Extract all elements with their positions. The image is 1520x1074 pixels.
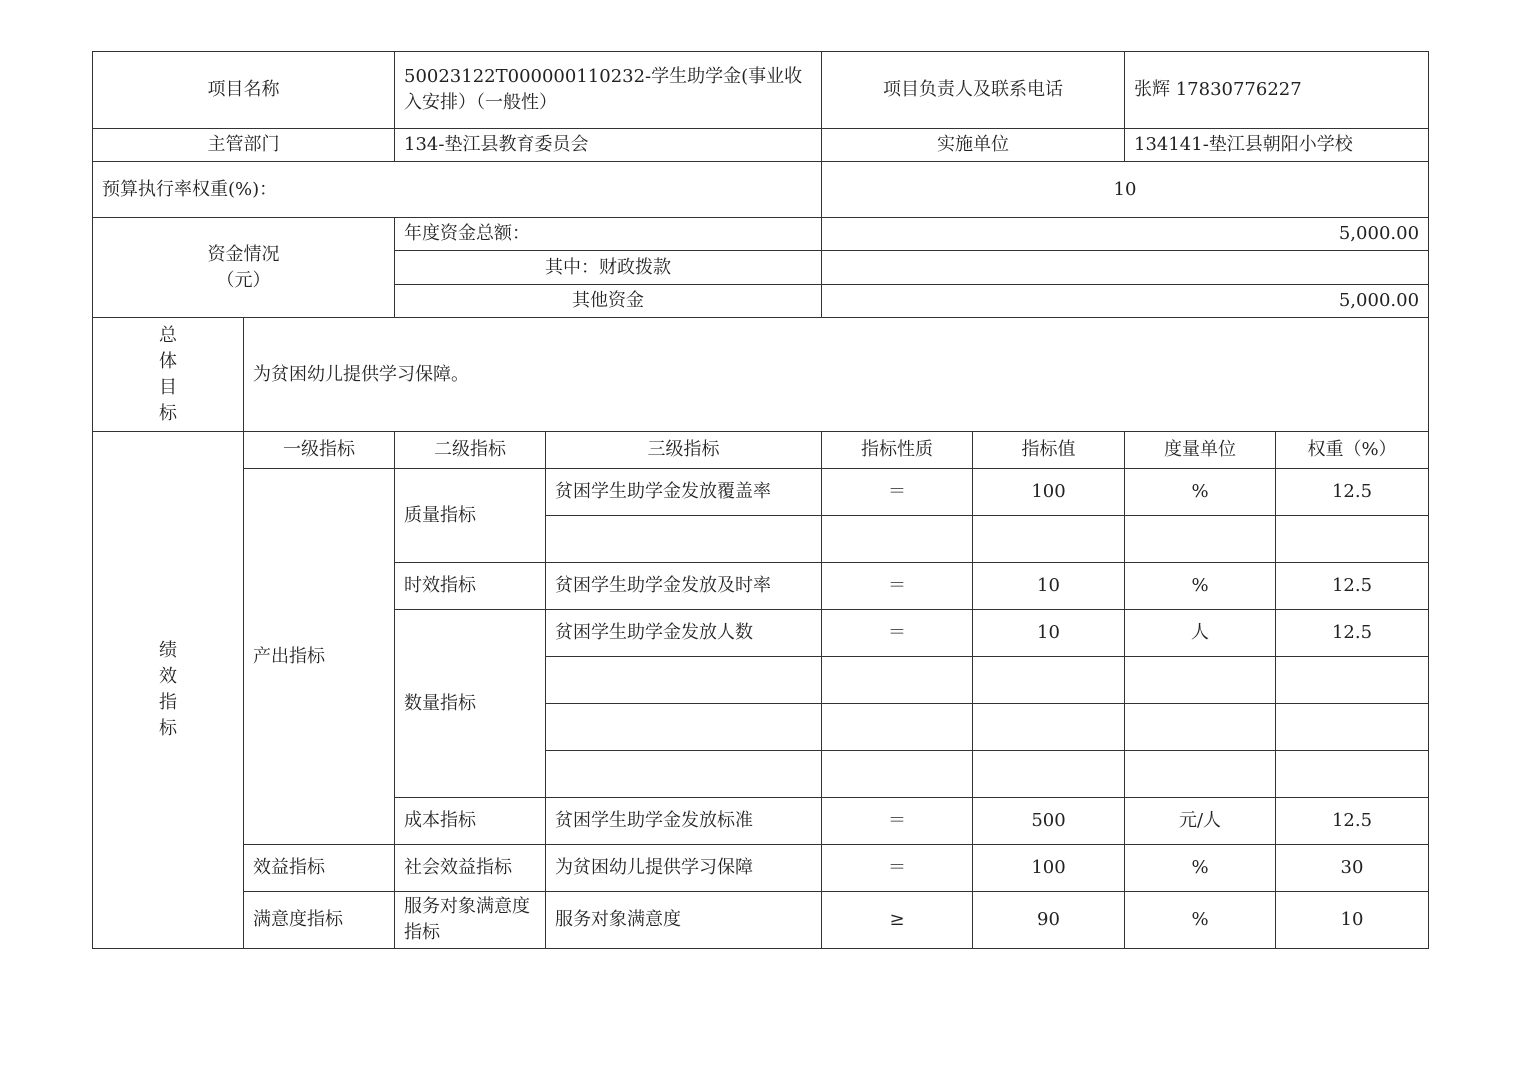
- table-row: [93, 845, 1429, 892]
- header-level2: 二级指标: [395, 432, 546, 469]
- empty-cell: [1125, 657, 1276, 704]
- project-name-value: 50023122T000000110232-学生助学金(事业收入安排）（一般性）: [395, 52, 822, 129]
- cost-label: 成本指标: [395, 798, 546, 845]
- indicator-name: 贫困学生助学金发放及时率: [546, 563, 822, 610]
- empty-cell: [822, 516, 973, 563]
- goal-char: 总: [159, 324, 177, 346]
- empty-cell: [973, 704, 1125, 751]
- header-level3: 三级指标: [546, 432, 822, 469]
- empty-cell: [822, 657, 973, 704]
- indicator-unit: %: [1125, 469, 1276, 516]
- indicator-weight: 30: [1276, 845, 1429, 892]
- owner-value: 张辉 17830776227: [1125, 52, 1429, 129]
- funds-fiscal-label: 其中：财政拨款: [395, 251, 822, 285]
- indicator-unit: %: [1125, 845, 1276, 892]
- indicator-weight: 12.5: [1276, 469, 1429, 516]
- empty-cell: [822, 751, 973, 798]
- indicator-unit: 元/人: [1125, 798, 1276, 845]
- empty-cell: [822, 704, 973, 751]
- perf-char: 标: [159, 718, 177, 739]
- indicator-value: 100: [973, 469, 1125, 516]
- unit-label: 实施单位: [822, 129, 1125, 162]
- empty-cell: [973, 657, 1125, 704]
- indicator-weight: 12.5: [1276, 610, 1429, 657]
- output-label: 产出指标: [244, 469, 395, 845]
- timeliness-label: 时效指标: [395, 563, 546, 610]
- indicator-nature: ＝: [822, 469, 973, 516]
- budget-rate-label: 预算执行率权重(%)：: [93, 162, 822, 218]
- indicator-name: 贫困学生助学金发放人数: [546, 610, 822, 657]
- indicator-nature: ≥: [822, 892, 973, 949]
- budget-rate-value: 10: [822, 162, 1429, 218]
- indicator-value: 10: [973, 610, 1125, 657]
- funds-label-line1: 资金情况: [207, 243, 280, 265]
- empty-cell: [973, 751, 1125, 798]
- table-row: [93, 469, 1429, 516]
- header-level1: 一级指标: [244, 432, 395, 469]
- indicator-nature: ＝: [822, 610, 973, 657]
- social-label: 社会效益指标: [395, 845, 546, 892]
- funds-total-value: 5,000.00: [822, 218, 1429, 251]
- empty-cell: [546, 657, 822, 704]
- indicator-weight: 12.5: [1276, 563, 1429, 610]
- goal-label: [93, 318, 244, 432]
- funds-total-label: 年度资金总额：: [395, 218, 822, 251]
- empty-cell: [546, 751, 822, 798]
- empty-cell: [1125, 751, 1276, 798]
- table-row: [93, 892, 1429, 949]
- satisfaction-label: 满意度指标: [244, 892, 395, 949]
- dept-value: 134-垫江县教育委员会: [395, 129, 822, 162]
- indicator-weight: 10: [1276, 892, 1429, 949]
- perf-label: [93, 432, 244, 949]
- performance-target-table: [92, 51, 1429, 949]
- service-label: 服务对象满意度指标: [395, 892, 546, 949]
- indicator-nature: ＝: [822, 845, 973, 892]
- header-nature: 指标性质: [822, 432, 973, 469]
- indicator-nature: ＝: [822, 563, 973, 610]
- header-value: 指标值: [973, 432, 1125, 469]
- indicator-unit: %: [1125, 892, 1276, 949]
- quality-label: 质量指标: [395, 469, 546, 563]
- unit-value: 134141-垫江县朝阳小学校: [1125, 129, 1429, 162]
- quantity-label: 数量指标: [395, 610, 546, 798]
- empty-cell: [973, 516, 1125, 563]
- indicator-value: 100: [973, 845, 1125, 892]
- empty-cell: [1276, 751, 1429, 798]
- empty-cell: [1276, 657, 1429, 704]
- empty-cell: [546, 516, 822, 563]
- perf-char: 效: [159, 666, 177, 687]
- funds-fiscal-value: [822, 251, 1429, 285]
- indicator-value: 90: [973, 892, 1125, 949]
- indicator-name: 贫困学生助学金发放覆盖率: [546, 469, 822, 516]
- goal-text: 为贫困幼儿提供学习保障。: [244, 318, 1429, 432]
- dept-label: 主管部门: [93, 129, 395, 162]
- indicator-name: 服务对象满意度: [546, 892, 822, 949]
- indicator-unit: %: [1125, 563, 1276, 610]
- header-unit: 度量单位: [1125, 432, 1276, 469]
- indicator-weight: 12.5: [1276, 798, 1429, 845]
- funds-label-line2: （元）: [216, 269, 271, 291]
- indicator-unit: 人: [1125, 610, 1276, 657]
- indicator-value: 500: [973, 798, 1125, 845]
- goal-char: 标: [159, 402, 177, 424]
- empty-cell: [1125, 516, 1276, 563]
- funds-other-label: 其他资金: [395, 285, 822, 318]
- funds-label: [93, 218, 395, 318]
- goal-char: 目: [159, 376, 177, 398]
- owner-label: 项目负责人及联系电话: [822, 52, 1125, 129]
- header-weight: 权重（%）: [1276, 432, 1429, 469]
- benefit-label: 效益指标: [244, 845, 395, 892]
- indicator-value: 10: [973, 563, 1125, 610]
- empty-cell: [1276, 704, 1429, 751]
- perf-char: 指: [159, 692, 177, 713]
- perf-char: 绩: [159, 640, 177, 661]
- project-name-label: 项目名称: [93, 52, 395, 129]
- indicator-name: 贫困学生助学金发放标准: [546, 798, 822, 845]
- empty-cell: [1276, 516, 1429, 563]
- indicator-name: 为贫困幼儿提供学习保障: [546, 845, 822, 892]
- empty-cell: [1125, 704, 1276, 751]
- funds-other-value: 5,000.00: [822, 285, 1429, 318]
- goal-char: 体: [159, 350, 177, 372]
- indicator-nature: ＝: [822, 798, 973, 845]
- empty-cell: [546, 704, 822, 751]
